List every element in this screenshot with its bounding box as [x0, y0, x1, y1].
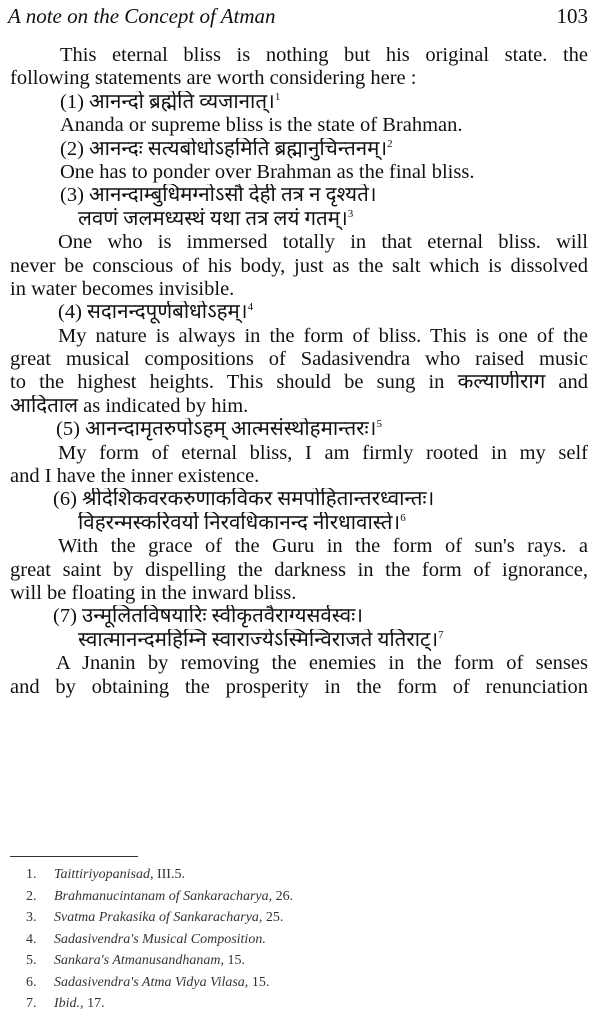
page-number: 103 — [556, 4, 588, 28]
text-line: never be conscious of his body, just as the salt which is dissolved — [10, 254, 588, 277]
text-line: great saint by dispelling the darkness in the form of ignorance, — [10, 558, 588, 581]
sanskrit-verse: विहरन्मस्करिवर्यो निरवधिकानन्द नीरधावास्ते।$^6$ — [78, 511, 406, 534]
sanskrit-verse: (1) आनन्दो ब्रह्मेति व्यजानात्।$^1$ — [60, 90, 281, 113]
text-line: This eternal bliss is nothing but his original state. the — [60, 44, 588, 66]
footnote-mark: 3 — [347, 207, 354, 220]
text-line: in water becomes invisible. — [10, 277, 235, 300]
text-line: and by obtaining the prosperity in the form of renunciation — [10, 675, 588, 698]
text-line: following statements are worth considering here : — [10, 67, 417, 90]
sanskrit-verse: (2) आनन्दः सत्यबोधोऽहमिति ब्रह्मानुचिन्तनम्।$^2$ — [60, 137, 393, 160]
sanskrit-verse: (4) सदानन्दपूर्णबोधोऽहम्।$^4$ — [58, 301, 254, 324]
footnote-mark: 5 — [376, 418, 382, 431]
sanskrit-verse: (7) उन्मूलितविषयारिः स्वीकृतवैराग्यसर्वस्वः। — [53, 605, 364, 628]
text-line: One has to ponder over Brahman as the final bliss. — [60, 160, 475, 183]
text-line: My form of eternal bliss, I am firmly rooted in my self — [58, 441, 588, 464]
text-line: My nature is always in the form of bliss. This is one of the — [58, 324, 588, 347]
sanskrit-verse: (6) श्रीदेशिकवरकरुणाकविकर समपोहितान्तरध्वान्तः। — [53, 488, 435, 511]
footnote-divider — [10, 856, 138, 857]
footnote-mark: 1 — [274, 90, 281, 103]
text-line: great musical compositions of Sadasivendra who raised music — [10, 348, 588, 371]
chapter-title: A note on the Concept of Atman — [8, 4, 276, 28]
text-line: Ananda or supreme bliss is the state of Brahman. — [60, 114, 463, 137]
footnote: 6. Sadasivendra's Atma Vidya Vilasa, 15. — [26, 974, 270, 990]
footnote: 3. Svatma Prakasika of Sankaracharya, 25. — [26, 910, 284, 925]
text-line: One who is immersed totally in that eternal bliss. will — [58, 231, 588, 254]
footnotes — [26, 864, 293, 1015]
text-line: to the highest heights. This should be sung in कल्याणीराग and — [10, 371, 588, 394]
footnote-mark: 6 — [400, 511, 406, 524]
sanskrit-verse: (3) आनन्दाम्बुधिमग्नोऽसौ देही तत्र न दृश्यते। — [60, 184, 377, 207]
footnote: 4. Sadasivendra's Musical Composition. — [26, 931, 266, 947]
text-line: and I have the inner existence. — [10, 465, 260, 488]
footnote-mark: 2 — [387, 137, 393, 150]
sanskrit-verse: (5) आनन्दामृतरुपोऽहम् आत्मसंस्थोहमान्तरः।$^5$ — [56, 418, 382, 441]
footnote: 7. Ibid., 17. — [26, 996, 105, 1011]
footnote: 1. Taittiriyopanisad, III.5. — [26, 867, 185, 882]
running-header — [8, 2, 588, 32]
text-line: A Jnanin by removing the enemies in the form of senses — [56, 652, 588, 675]
text-line: With the grace of the Guru in the form of sun's rays. a — [58, 535, 588, 558]
footnote-mark: 7 — [438, 628, 444, 641]
sanskrit-verse: लवणं जलमध्यस्थं यथा तत्र लयं गतम्।$^3$ — [78, 207, 354, 230]
footnote-mark: 4 — [247, 301, 254, 314]
sanskrit-verse: स्वात्मानन्दमहिम्नि स्वाराज्येऽस्मिन्विराजते यतिराट्।$^7$ — [78, 628, 444, 651]
footnote: 2. Brahmanucintanam of Sankaracharya, 26. — [26, 888, 294, 904]
footnote: 5. Sankara's Atmanusandhanam, 15. — [26, 953, 245, 968]
main-text — [10, 44, 588, 699]
text-line: आदिताल as indicated by him. — [10, 394, 249, 417]
text-line: will be floating in the inward bliss. — [10, 581, 297, 604]
